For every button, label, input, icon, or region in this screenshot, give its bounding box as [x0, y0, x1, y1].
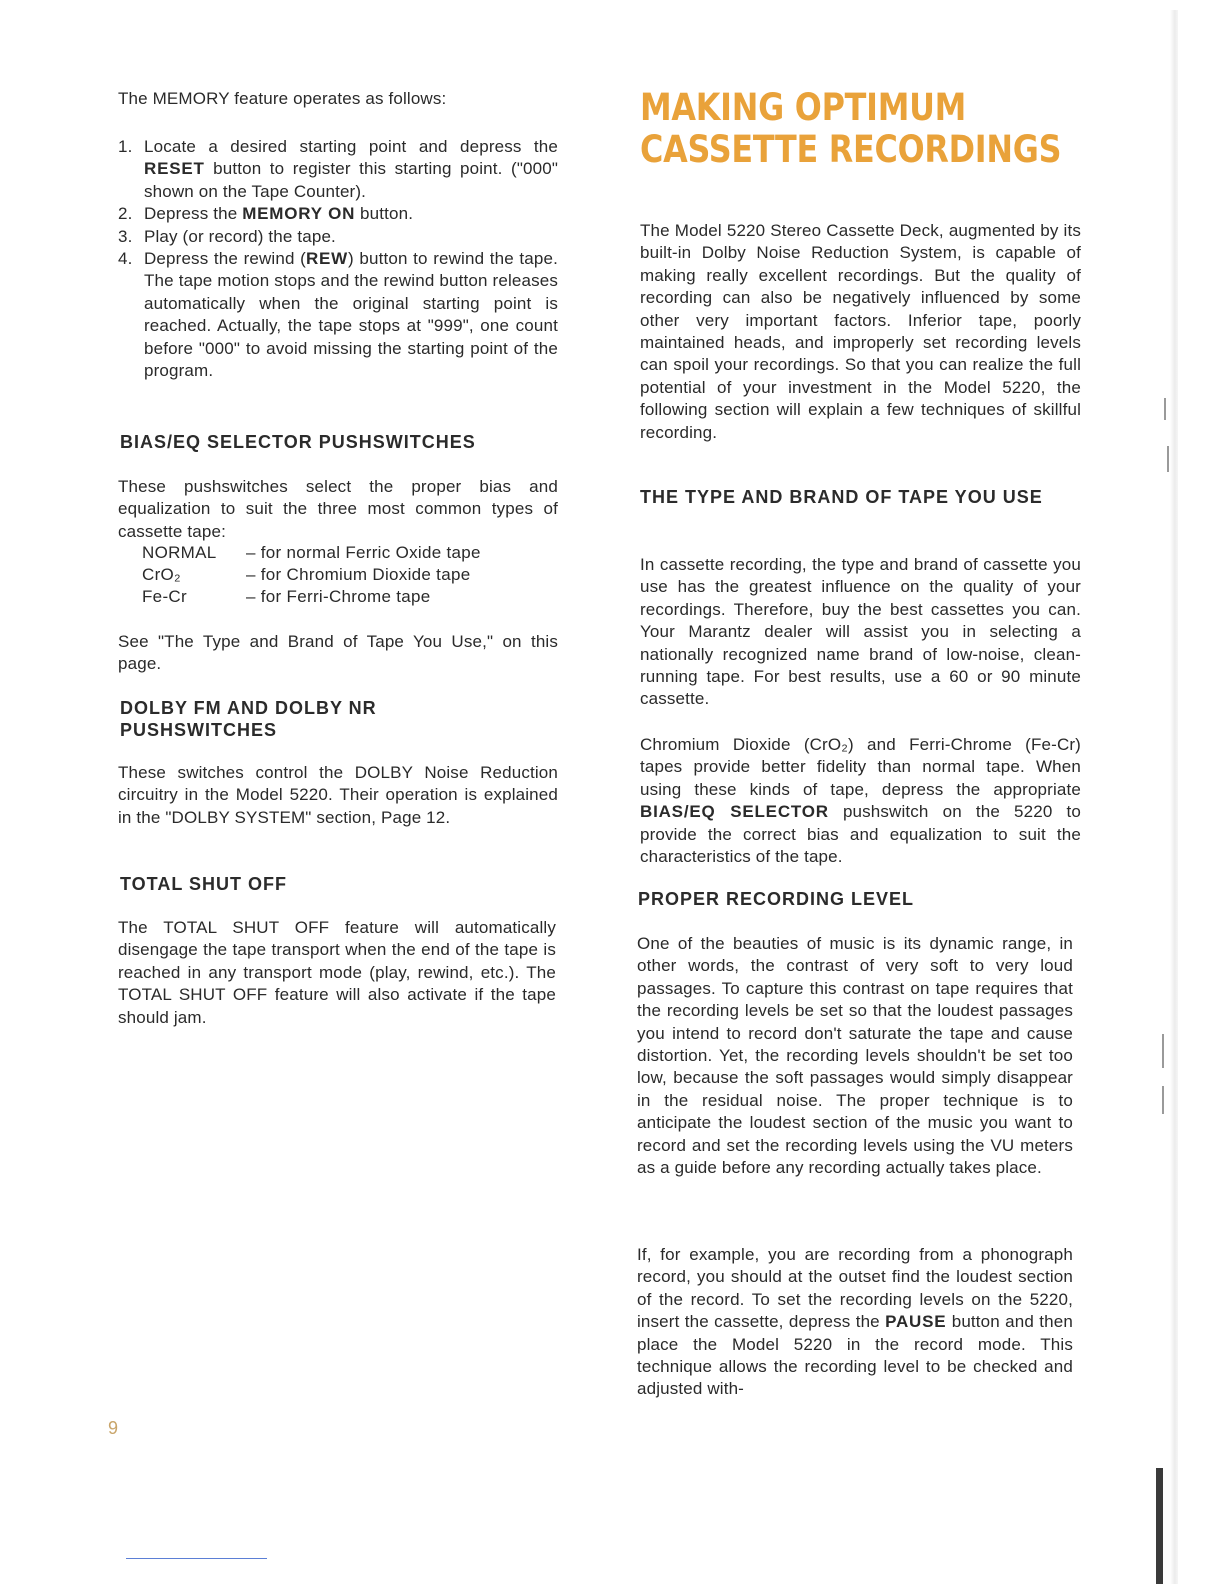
- step-1: 1. Locate a desired starting point and depress the RESET button to register this starting point. ("000" shown on the Tape Counter).: [118, 137, 558, 201]
- intro-paragraph: The Model 5220 Stereo Cassette Deck, augmented by its built-in Dolby Noise Reduction System, is capable of making really excellent recordings. But the quality of recording can also be negatively influenced by some other very important factors. Inferior tape, poorly maintained heads, and improperly set recording levels can spoil your recordings. So that you can realize the full potential of your investment in the Model 5220, the following section will explain a few techniques of skillful recording.: [640, 221, 1081, 442]
- dolby-paragraph: These switches control the DOLBY Noise Reduction circuitry in the Model 5220. Their operation is explained in the "DOLBY SYSTEM" section, Page 12.: [118, 763, 558, 827]
- bias-paragraph: These pushswitches select the proper bias and equalization to suit the three most common types of cassette tape:: [118, 477, 558, 541]
- binding-hole-mark: [1162, 1034, 1164, 1068]
- memory-intro: The MEMORY feature operates as follows:: [118, 89, 447, 108]
- memory-steps: [118, 136, 558, 382]
- step-number: 1.: [118, 137, 133, 156]
- tape-type-normal: NORMAL – for normal Ferric Oxide tape: [142, 543, 481, 562]
- section-title: [640, 87, 1130, 171]
- tape-types-list: [142, 543, 562, 609]
- step-number: 4.: [118, 249, 133, 269]
- binding-hole-mark: [1167, 446, 1169, 472]
- step-2: 2. Depress the MEMORY ON button.: [118, 203, 558, 225]
- dolby-heading: DOLBY FM AND DOLBY NR PUSHSWITCHES: [120, 698, 377, 740]
- recording-level-heading: PROPER RECORDING LEVEL: [638, 889, 915, 909]
- reset-label: RESET: [144, 159, 205, 179]
- binding-hole-mark: [1164, 398, 1166, 420]
- shutoff-heading: TOTAL SHUT OFF: [120, 874, 287, 894]
- see-paragraph: See "The Type and Brand of Tape You Use," on this page.: [118, 632, 558, 674]
- binding-hole-mark: [1162, 1086, 1164, 1114]
- tape-type-fecr: Fe-Cr – for Ferri-Chrome tape: [142, 587, 431, 606]
- binding-strip: [1156, 1468, 1163, 1584]
- bias-heading: BIAS/EQ SELECTOR PUSHSWITCHES: [120, 432, 476, 452]
- pause-label: PAUSE: [885, 1312, 947, 1332]
- bias-eq-selector-label: BIAS/EQ SELECTOR: [640, 802, 829, 822]
- tape-type-paragraph-2: Chromium Dioxide (CrO₂) and Ferri-Chrome (Fe-Cr) tapes provide better fidelity than normal tape. When using these kinds of tape, depress the appropriate BIAS/EQ SELECTOR pushswitch on the 5220 to provide the correct bias and equalization to suit the characteristics of the tape.: [640, 735, 1081, 867]
- tape-type-heading: THE TYPE AND BRAND OF TAPE YOU USE: [640, 487, 1043, 507]
- shutoff-paragraph: The TOTAL SHUT OFF feature will automatically disengage the tape transport when the end of the tape is reached in any transport mode (play, rewind, etc.). The TOTAL SHUT OFF feature will also activate if the tape should jam.: [118, 918, 556, 1027]
- recording-level-paragraph-1: One of the beauties of music is its dynamic range, in other words, the contrast of very soft to very loud passages. To capture this contrast on tape requires that the recording levels be set so that the loudest passages you intend to record don't saturate the tape and cause distortion. Yet, the recording levels shouldn't be set too low, because the soft passages would simply disappear in the residual noise. The proper technique is to anticipate the loudest section of the music you want to record and set the recording levels using the VU meters as a guide before any recording actually takes place.: [637, 934, 1073, 1178]
- tape-type-paragraph-1: In cassette recording, the type and brand of cassette you use has the greatest influence on the quality of your recordings. Therefore, buy the best cassettes you can. Your Marantz dealer will assist you in selecting a nationally recognized name brand of low-noise, clean-running tape. For best results, use a 60 or 90 minute cassette.: [640, 555, 1081, 709]
- memory-on-label: MEMORY ON: [242, 204, 356, 224]
- title-line-2: CASSETTE RECORDINGS: [640, 128, 1062, 171]
- step-4: 4. Depress the rewind (REW) button to rewind the tape. The tape motion stops and the rewind button releases automatically when the original starting point is reached. Actually, the tape stops at "999", one count before "000" to avoid missing the starting point of the program.: [118, 249, 558, 381]
- page-number: 9: [108, 1418, 119, 1438]
- footer-rule: [126, 1558, 267, 1559]
- step-number: 3.: [118, 226, 133, 246]
- page-edge-shadow: [1170, 10, 1178, 1584]
- step-3: 3. Play (or record) the tape.: [118, 226, 558, 248]
- recording-level-paragraph-2: If, for example, you are recording from a phonograph record, you should at the outset find the loudest section of the record. To set the recording levels on the 5220, insert the cassette, depress the PAUSE button and then place the Model 5220 in the record mode. This technique allows the recording level to be checked and adjusted with-: [637, 1245, 1073, 1399]
- step-number: 2.: [118, 204, 133, 224]
- title-line-1: MAKING OPTIMUM: [640, 86, 967, 129]
- rew-label: REW: [305, 249, 349, 269]
- tape-type-cro2: CrO₂ – for Chromium Dioxide tape: [142, 565, 471, 584]
